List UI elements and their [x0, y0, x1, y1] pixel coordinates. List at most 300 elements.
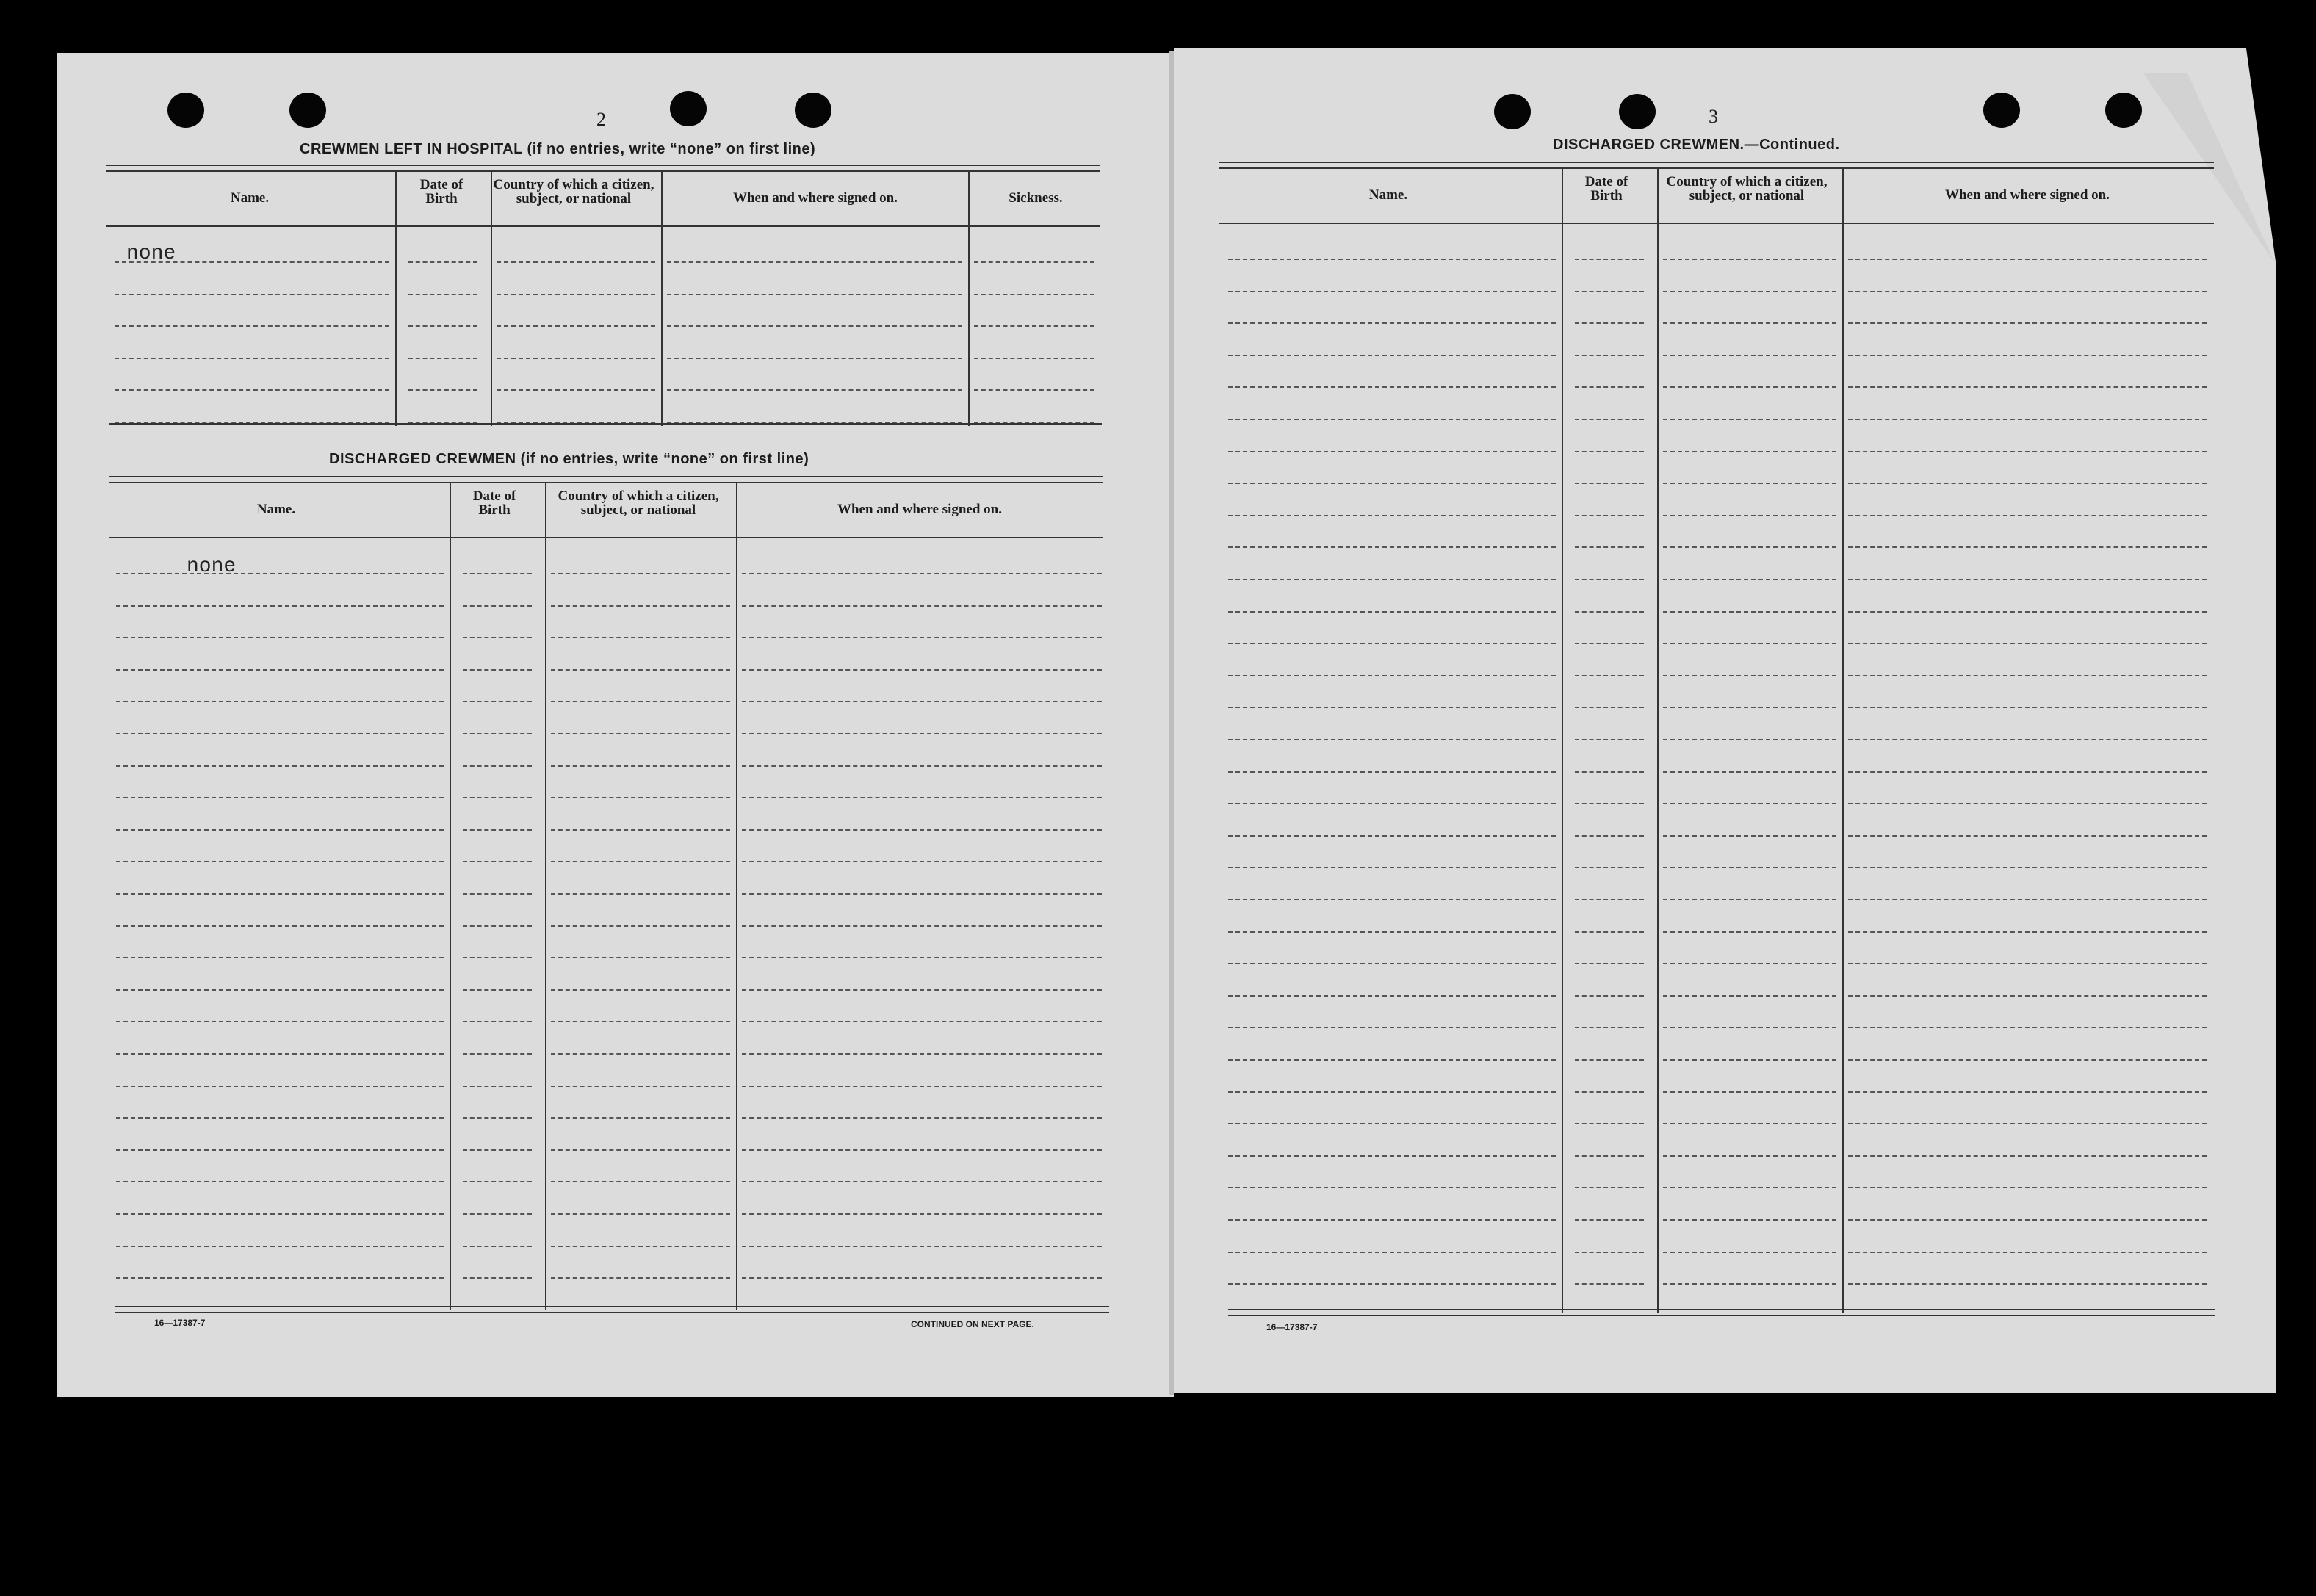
ruled-line — [1228, 259, 1556, 260]
ruled-line — [551, 1086, 730, 1087]
ruled-line — [1848, 611, 2207, 613]
ruled-line — [463, 637, 532, 638]
header-rule — [106, 225, 1100, 227]
ruled-line — [408, 294, 477, 295]
ruled-line — [115, 358, 389, 359]
ruled-line — [463, 605, 532, 607]
ruled-line — [1228, 771, 1556, 773]
ruled-line — [1663, 386, 1836, 388]
ruled-line — [1575, 867, 1644, 868]
table-top-rule — [109, 476, 1103, 483]
ruled-line — [463, 1149, 532, 1151]
ruled-line — [1228, 803, 1556, 804]
ruled-line — [742, 605, 1102, 607]
column-divider — [450, 482, 451, 1310]
ruled-line — [1663, 322, 1836, 324]
ruled-line — [116, 925, 444, 927]
punch-hole — [2105, 93, 2142, 128]
ruled-line — [463, 925, 532, 927]
ruled-line — [463, 1117, 532, 1119]
col-header-signed-on: When and where signed on. — [1944, 187, 2110, 203]
ruled-line — [742, 797, 1102, 798]
column-divider — [545, 482, 546, 1310]
ruled-line — [974, 389, 1094, 391]
ruled-line — [551, 989, 730, 991]
ruled-line — [1575, 1059, 1644, 1061]
table-top-rule — [106, 165, 1100, 172]
ruled-line — [116, 1021, 444, 1022]
ruled-line — [463, 1086, 532, 1087]
ruled-line — [463, 829, 532, 831]
ruled-line — [742, 957, 1102, 958]
ruled-line — [115, 389, 389, 391]
ruled-line — [1663, 355, 1836, 356]
ruled-line — [1848, 1155, 2207, 1157]
col-header-sickness: Sickness. — [1009, 190, 1063, 206]
ruled-line — [1228, 1091, 1556, 1093]
ruled-line — [742, 1149, 1102, 1151]
ruled-line — [1848, 355, 2207, 356]
ruled-line — [742, 573, 1102, 574]
ruled-line — [1228, 1123, 1556, 1124]
col-header-date-of-birth: Date of Birth — [1584, 174, 1628, 203]
ruled-line — [551, 765, 730, 767]
column-divider — [661, 170, 663, 426]
ruled-line — [1228, 931, 1556, 933]
ruled-line — [551, 701, 730, 702]
ruled-line — [116, 637, 444, 638]
ruled-line — [742, 829, 1102, 831]
ruled-line — [1663, 707, 1836, 708]
ruled-line — [116, 1213, 444, 1215]
ruled-line — [551, 1246, 730, 1247]
ruled-line — [1848, 451, 2207, 452]
ruled-line — [1575, 675, 1644, 676]
form-number: 16—17387-7 — [154, 1318, 206, 1328]
ruled-line — [742, 861, 1102, 862]
ruled-line — [116, 861, 444, 862]
ruled-line — [1848, 419, 2207, 420]
ruled-line — [1228, 1027, 1556, 1028]
ruled-line — [551, 861, 730, 862]
ruled-line — [1575, 291, 1644, 292]
column-divider — [395, 170, 397, 426]
ruled-line — [1575, 1027, 1644, 1028]
ruled-line — [1575, 643, 1644, 644]
ruled-line — [1228, 515, 1556, 516]
ruled-line — [1575, 963, 1644, 964]
ruled-line — [742, 1086, 1102, 1087]
ruled-line — [116, 1053, 444, 1055]
ruled-line — [463, 797, 532, 798]
ruled-line — [1575, 483, 1644, 484]
ruled-line — [742, 1021, 1102, 1022]
ruled-line — [667, 358, 962, 359]
ruled-line — [1848, 1059, 2207, 1061]
ruled-line — [1575, 1219, 1644, 1221]
ruled-line — [1663, 1219, 1836, 1221]
left-page — [57, 53, 1174, 1397]
col-header-name: Name. — [1368, 187, 1408, 203]
ruled-line — [551, 1021, 730, 1022]
ruled-line — [1228, 322, 1556, 324]
col-header-date-of-birth: Date of Birth — [419, 177, 463, 206]
header-rule — [109, 537, 1103, 538]
ruled-line — [463, 733, 532, 734]
ruled-line — [1848, 899, 2207, 900]
ruled-line — [116, 1117, 444, 1119]
ruled-line — [1848, 995, 2207, 997]
ruled-line — [497, 294, 655, 295]
ruled-line — [463, 1277, 532, 1279]
ruled-line — [1228, 419, 1556, 420]
ruled-line — [1848, 835, 2207, 837]
punch-hole — [795, 93, 831, 128]
column-divider — [1562, 167, 1563, 1313]
punch-hole — [670, 91, 707, 126]
table-bottom-rule — [115, 1306, 1109, 1313]
ruled-line — [1228, 355, 1556, 356]
ruled-line — [1228, 643, 1556, 644]
section-title-discharged: DISCHARGED CREWMEN (if no entries, write “none” on first line) — [329, 451, 809, 467]
page-gutter — [1169, 51, 1174, 1395]
ruled-line — [1848, 1283, 2207, 1285]
ruled-line — [1663, 1283, 1836, 1285]
ruled-line — [463, 989, 532, 991]
ruled-line — [1848, 1252, 2207, 1253]
discharged-name-entry: none — [187, 555, 237, 578]
header-rule — [1219, 223, 2214, 224]
ruled-line — [551, 1053, 730, 1055]
table-bottom-rule — [109, 423, 1102, 425]
hospital-name-entry: none — [126, 242, 176, 265]
ruled-line — [1663, 1123, 1836, 1124]
ruled-line — [1848, 1187, 2207, 1188]
ruled-line — [551, 1149, 730, 1151]
page-number: 2 — [596, 109, 606, 130]
table-bottom-rule — [1228, 1309, 2215, 1316]
ruled-line — [551, 925, 730, 927]
ruled-line — [1575, 931, 1644, 933]
ruled-line — [667, 261, 962, 263]
ruled-line — [551, 1181, 730, 1182]
ruled-line — [1663, 803, 1836, 804]
ruled-line — [1663, 515, 1836, 516]
ruled-line — [1575, 1187, 1644, 1188]
ruled-line — [463, 1213, 532, 1215]
column-divider — [491, 170, 492, 426]
ruled-line — [463, 1053, 532, 1055]
ruled-line — [1848, 963, 2207, 964]
ruled-line — [497, 261, 655, 263]
col-header-signed-on: When and where signed on. — [732, 190, 898, 206]
ruled-line — [1228, 867, 1556, 868]
column-divider — [968, 170, 970, 426]
ruled-line — [463, 861, 532, 862]
ruled-line — [115, 325, 389, 327]
ruled-line — [1663, 1252, 1836, 1253]
ruled-line — [1228, 546, 1556, 548]
ruled-line — [1663, 483, 1836, 484]
ruled-line — [116, 1181, 444, 1182]
ruled-line — [116, 829, 444, 831]
ruled-line — [1228, 675, 1556, 676]
ruled-line — [742, 765, 1102, 767]
ruled-line — [1575, 771, 1644, 773]
ruled-line — [1848, 483, 2207, 484]
ruled-line — [1848, 707, 2207, 708]
ruled-line — [1575, 419, 1644, 420]
section-title-hospital: CREWMEN LEFT IN HOSPITAL (if no entries, write “none” on first line) — [300, 141, 816, 157]
ruled-line — [1575, 259, 1644, 260]
ruled-line — [1663, 899, 1836, 900]
ruled-line — [463, 1021, 532, 1022]
ruled-line — [742, 669, 1102, 671]
ruled-line — [974, 261, 1094, 263]
ruled-line — [1663, 963, 1836, 964]
ruled-line — [667, 294, 962, 295]
ruled-line — [116, 605, 444, 607]
ruled-line — [1663, 611, 1836, 613]
ruled-line — [463, 893, 532, 895]
ruled-line — [1663, 995, 1836, 997]
ruled-line — [1228, 1252, 1556, 1253]
ruled-line — [742, 637, 1102, 638]
ruled-line — [1575, 1123, 1644, 1124]
ruled-line — [1848, 1219, 2207, 1221]
ruled-line — [116, 701, 444, 702]
ruled-line — [742, 925, 1102, 927]
ruled-line — [1848, 322, 2207, 324]
ruled-line — [116, 765, 444, 767]
ruled-line — [551, 669, 730, 671]
ruled-line — [463, 701, 532, 702]
ruled-line — [1228, 963, 1556, 964]
ruled-line — [1228, 995, 1556, 997]
ruled-line — [463, 765, 532, 767]
ruled-line — [1848, 1091, 2207, 1093]
ruled-line — [1228, 899, 1556, 900]
col-header-date-of-birth: Date of Birth — [472, 488, 516, 518]
column-divider — [736, 482, 737, 1310]
ruled-line — [1575, 322, 1644, 324]
ruled-line — [1575, 1091, 1644, 1093]
ruled-line — [1575, 835, 1644, 837]
ruled-line — [551, 957, 730, 958]
ruled-line — [551, 1117, 730, 1119]
punch-hole — [289, 93, 326, 128]
ruled-line — [1848, 643, 2207, 644]
ruled-line — [116, 573, 444, 574]
ruled-line — [1848, 675, 2207, 676]
ruled-line — [116, 893, 444, 895]
ruled-line — [551, 573, 730, 574]
ruled-line — [1848, 291, 2207, 292]
ruled-line — [463, 573, 532, 574]
ruled-line — [742, 1117, 1102, 1119]
ruled-line — [463, 1181, 532, 1182]
punch-hole — [1619, 94, 1656, 129]
ruled-line — [742, 1053, 1102, 1055]
ruled-line — [115, 294, 389, 295]
ruled-line — [742, 1277, 1102, 1279]
ruled-line — [1663, 675, 1836, 676]
ruled-line — [1663, 643, 1836, 644]
ruled-line — [1575, 803, 1644, 804]
ruled-line — [1228, 579, 1556, 580]
ruled-line — [1663, 546, 1836, 548]
right-page — [1174, 48, 2276, 1393]
ruled-line — [1663, 419, 1836, 420]
page-number: 3 — [1709, 106, 1718, 127]
ruled-line — [116, 797, 444, 798]
ruled-line — [1575, 995, 1644, 997]
ruled-line — [408, 261, 477, 263]
ruled-line — [1228, 1283, 1556, 1285]
ruled-line — [1575, 707, 1644, 708]
ruled-line — [1575, 739, 1644, 740]
ruled-line — [1663, 1155, 1836, 1157]
ruled-line — [1575, 899, 1644, 900]
ruled-line — [1575, 611, 1644, 613]
continued-note: CONTINUED ON NEXT PAGE. — [911, 1319, 1034, 1329]
punch-hole — [1494, 94, 1531, 129]
ruled-line — [551, 637, 730, 638]
ruled-line — [551, 893, 730, 895]
ruled-line — [1663, 931, 1836, 933]
ruled-line — [1848, 259, 2207, 260]
ruled-line — [1228, 1155, 1556, 1157]
col-header-country: Country of which a citizen, subject, or national — [558, 488, 719, 518]
ruled-line — [1848, 867, 2207, 868]
ruled-line — [742, 893, 1102, 895]
ruled-line — [1575, 1155, 1644, 1157]
ruled-line — [1228, 739, 1556, 740]
ruled-line — [1848, 739, 2207, 740]
ruled-line — [463, 669, 532, 671]
ruled-line — [742, 1246, 1102, 1247]
ruled-line — [1663, 1027, 1836, 1028]
ruled-line — [1575, 515, 1644, 516]
ruled-line — [1848, 1027, 2207, 1028]
col-header-country: Country of which a citizen, subject, or national — [1666, 174, 1828, 203]
ruled-line — [408, 325, 477, 327]
column-divider — [1842, 167, 1844, 1313]
ruled-line — [497, 389, 655, 391]
column-divider — [1657, 167, 1659, 1313]
ruled-line — [1663, 835, 1836, 837]
form-number: 16—17387-7 — [1266, 1322, 1318, 1332]
col-header-signed-on: When and where signed on. — [837, 502, 1002, 517]
ruled-line — [1228, 483, 1556, 484]
ruled-line — [463, 1246, 532, 1247]
ruled-line — [116, 1277, 444, 1279]
ruled-line — [1228, 1059, 1556, 1061]
ruled-line — [551, 1277, 730, 1279]
ruled-line — [742, 1213, 1102, 1215]
ruled-line — [116, 1086, 444, 1087]
ruled-line — [1228, 386, 1556, 388]
ruled-line — [667, 325, 962, 327]
ruled-line — [974, 325, 1094, 327]
col-header-name: Name. — [256, 502, 296, 517]
ruled-line — [1575, 1283, 1644, 1285]
ruled-line — [974, 294, 1094, 295]
ruled-line — [551, 1213, 730, 1215]
ruled-line — [1575, 386, 1644, 388]
ruled-line — [408, 358, 477, 359]
ruled-line — [1848, 579, 2207, 580]
ruled-line — [408, 389, 477, 391]
ruled-line — [1575, 579, 1644, 580]
ruled-line — [1848, 771, 2207, 773]
ruled-line — [1663, 291, 1836, 292]
ruled-line — [463, 957, 532, 958]
ruled-line — [551, 733, 730, 734]
ruled-line — [1663, 259, 1836, 260]
ruled-line — [116, 957, 444, 958]
ruled-line — [497, 325, 655, 327]
ruled-line — [1228, 835, 1556, 837]
ruled-line — [116, 669, 444, 671]
ruled-line — [1228, 1219, 1556, 1221]
ruled-line — [1663, 1091, 1836, 1093]
ruled-line — [551, 829, 730, 831]
ruled-line — [1848, 1123, 2207, 1124]
ruled-line — [1848, 515, 2207, 516]
ruled-line — [116, 989, 444, 991]
ruled-line — [742, 1181, 1102, 1182]
ruled-line — [1663, 579, 1836, 580]
ruled-line — [1663, 739, 1836, 740]
ruled-line — [1228, 1187, 1556, 1188]
col-header-country: Country of which a citizen, subject, or national — [493, 177, 654, 206]
section-title-discharged-continued: DISCHARGED CREWMEN.—Continued. — [1553, 137, 1840, 153]
table-top-rule — [1219, 162, 2214, 169]
ruled-line — [1575, 355, 1644, 356]
ruled-line — [667, 389, 962, 391]
ruled-line — [551, 605, 730, 607]
ruled-line — [1848, 386, 2207, 388]
ruled-line — [497, 358, 655, 359]
punch-hole — [167, 93, 204, 128]
ruled-line — [742, 989, 1102, 991]
ruled-line — [1575, 546, 1644, 548]
ruled-line — [1228, 451, 1556, 452]
ruled-line — [1228, 291, 1556, 292]
ruled-line — [1575, 451, 1644, 452]
ruled-line — [116, 733, 444, 734]
ruled-line — [1228, 611, 1556, 613]
ruled-line — [1848, 803, 2207, 804]
ruled-line — [116, 1246, 444, 1247]
ruled-line — [1228, 707, 1556, 708]
ruled-line — [1663, 1187, 1836, 1188]
ruled-line — [742, 733, 1102, 734]
ruled-line — [1575, 1252, 1644, 1253]
ruled-line — [1848, 931, 2207, 933]
ruled-line — [1663, 1059, 1836, 1061]
ruled-line — [1848, 546, 2207, 548]
ruled-line — [742, 701, 1102, 702]
ruled-line — [974, 358, 1094, 359]
punch-hole — [1983, 93, 2020, 128]
ruled-line — [551, 797, 730, 798]
ruled-line — [116, 1149, 444, 1151]
col-header-name: Name. — [230, 190, 270, 206]
ruled-line — [1663, 451, 1836, 452]
ruled-line — [1663, 867, 1836, 868]
